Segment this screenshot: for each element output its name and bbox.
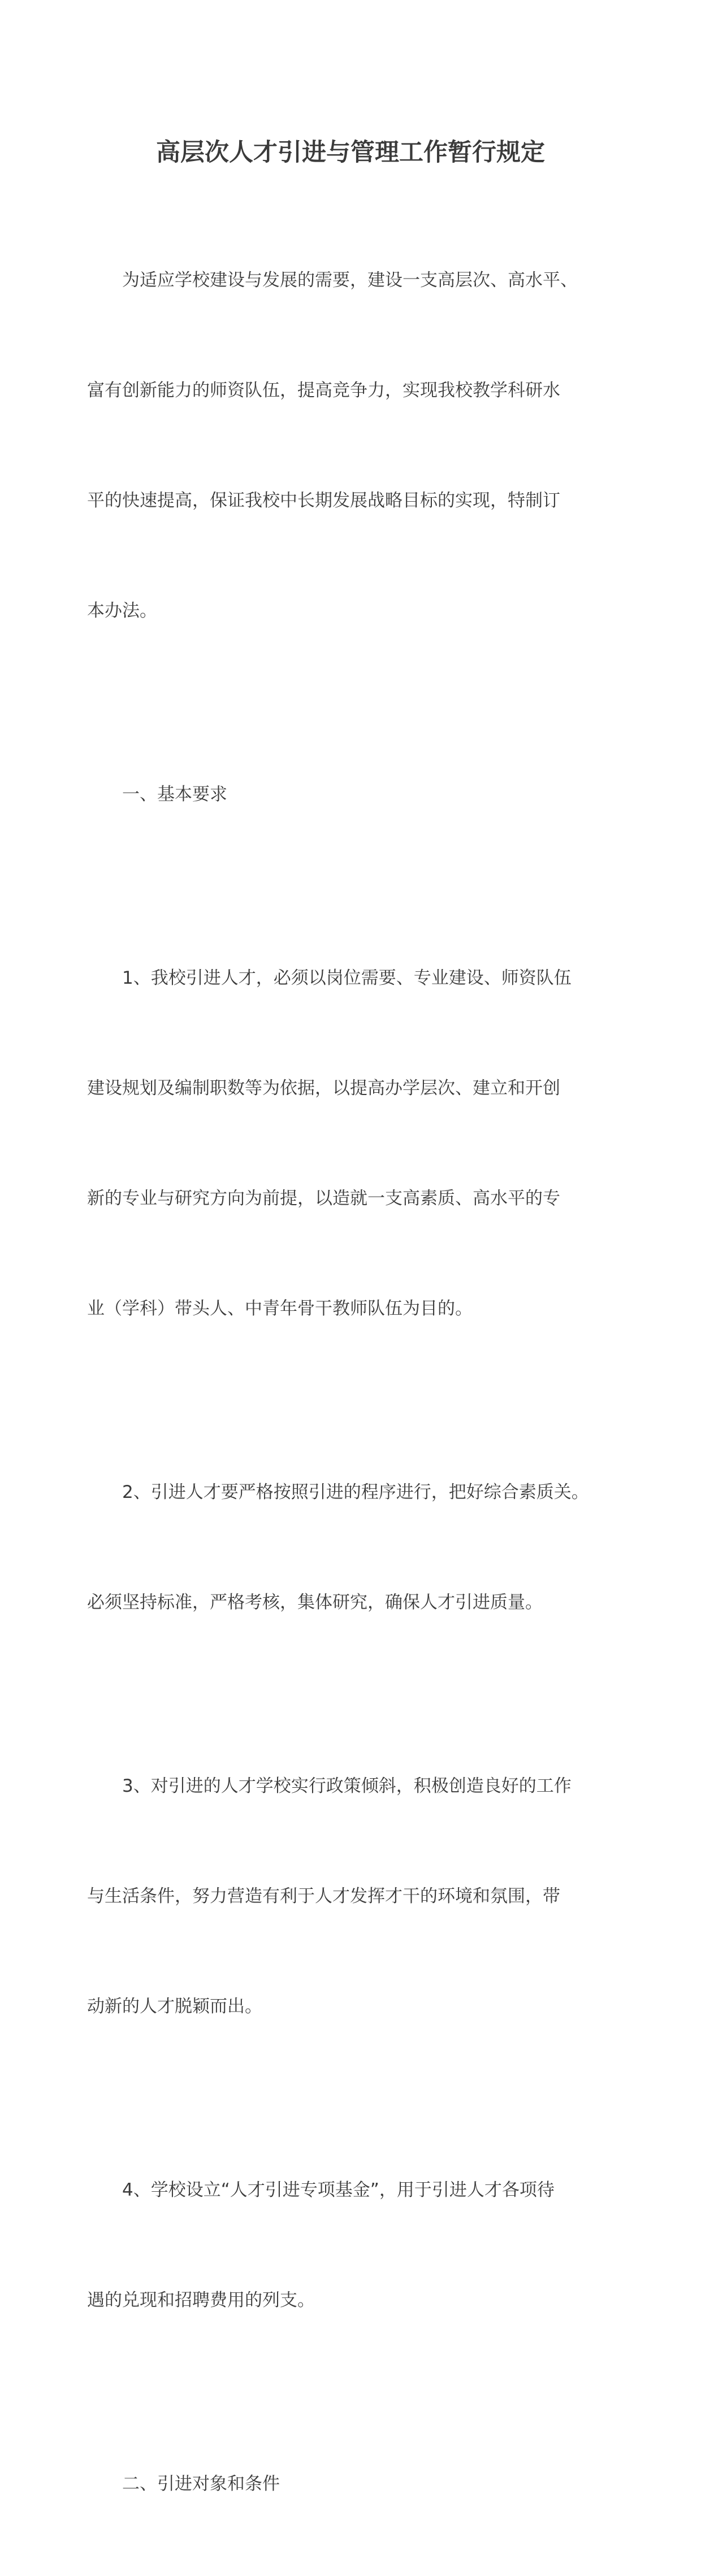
section-heading-basic-requirements xyxy=(87,703,618,887)
text-line: 本办法。 xyxy=(87,601,157,621)
text-line: 业（学科）带头人、中青年骨干教师队伍为目的。 xyxy=(87,1298,473,1319)
text-line: 4、学校设立“人才引进专项基金”，用于引进人才各项待 xyxy=(122,2180,555,2200)
item-3-paragraph xyxy=(87,1695,618,2099)
text-line: 3、对引进的人才学校实行政策倾斜，积极创造良好的工作 xyxy=(122,1776,572,1796)
text-line: 建设规划及编制职数等为依据，以提高办学层次、建立和开创 xyxy=(87,1078,560,1098)
text-line: 1、我校引进人才，必须以岗位需要、专业建设、师资队伍 xyxy=(122,968,572,988)
text-line: 2、引进人才要严格按照引进的程序进行，把好综合素质关。 xyxy=(122,1482,589,1502)
item-1-paragraph xyxy=(87,887,618,1401)
document-title: 高层次人才引进与管理工作暂行规定 xyxy=(156,138,545,167)
text-line: 一、基本要求 xyxy=(122,784,227,805)
item-4-paragraph xyxy=(87,2099,618,2392)
text-line: 为适应学校建设与发展的需要，建设一支高层次、高水平、 xyxy=(122,270,578,290)
text-line: 平的快速提高，保证我校中长期发展战略目标的实现，特制订 xyxy=(87,490,560,511)
text-line: 富有创新能力的师资队伍，提高竞争力，实现我校教学科研水 xyxy=(87,380,560,401)
text-line: 动新的人才脱颖而出。 xyxy=(87,1996,262,2017)
text-line: 与生活条件，努力营造有利于人才发挥才干的环境和氛围，带 xyxy=(87,1886,560,1906)
text-line: 遇的兑现和招聘费用的列支。 xyxy=(87,2290,315,2310)
text-line: 新的专业与研究方向为前提，以造就一支高素质、高水平的专 xyxy=(87,1188,560,1209)
item-2-paragraph xyxy=(87,1401,618,1695)
text-line: 二、引进对象和条件 xyxy=(122,2474,280,2494)
document-body xyxy=(87,189,618,2576)
section-heading-targets-and-conditions xyxy=(87,2392,618,2576)
intro-paragraph xyxy=(87,189,618,703)
text-line: 必须坚持标准，严格考核，集体研究，确保人才引进质量。 xyxy=(87,1592,543,1613)
